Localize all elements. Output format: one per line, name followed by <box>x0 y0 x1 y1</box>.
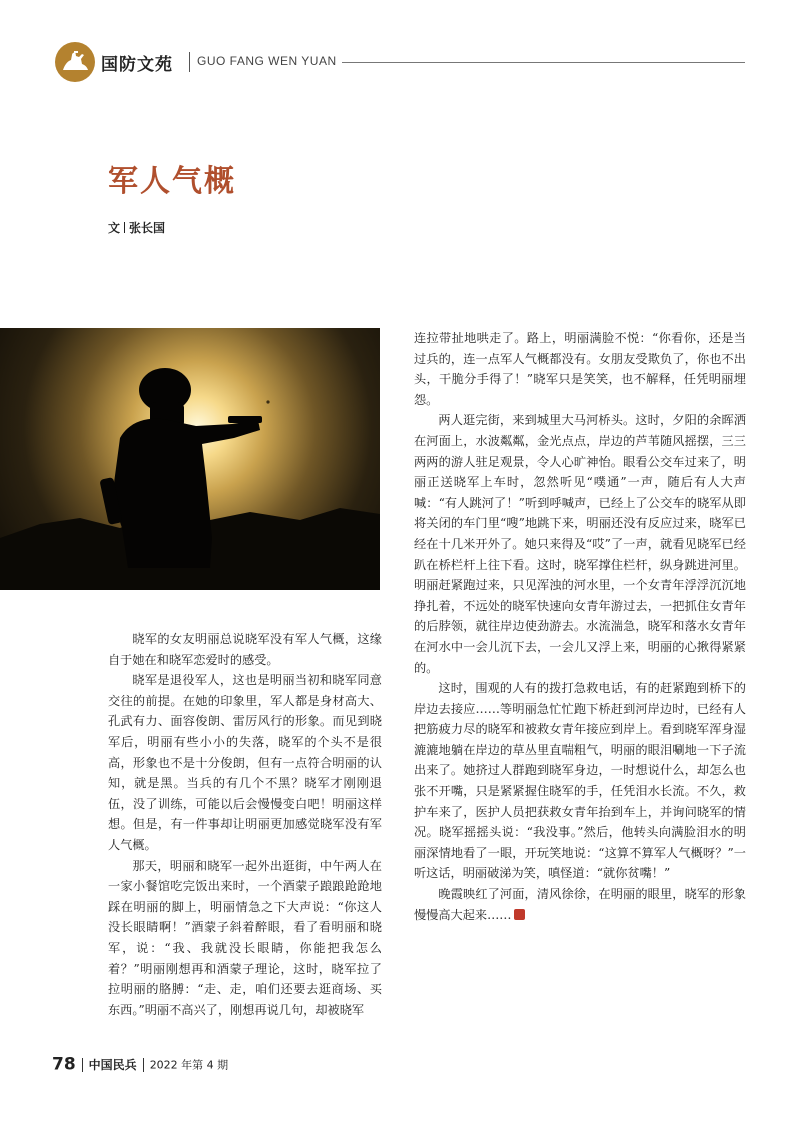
paragraph: 晓军的女友明丽总说晓军没有军人气概，这缘自于她在和晓军恋爱时的感受。 <box>108 632 382 667</box>
article-photo <box>0 328 380 590</box>
page-number: 78 <box>52 1054 76 1075</box>
section-title-pinyin: GUO FANG WEN YUAN <box>197 54 337 68</box>
paragraph-final <box>414 884 746 925</box>
byline-divider <box>124 222 125 233</box>
paragraph: 晓军是退役军人，这也是明丽当初和晓军同意交往的前提。在她的印象里，军人都是身材高大、孔武有力、面容俊朗、雷厉风行的形象。而见到晓军后，明丽有些小小的失落，晓军的个头不是很高，形象也不是十分俊朗，但有一点符合明丽的认知，就是黑。当兵的有几个不黑？晓军才刚刚退伍，没了训练，可能以后会慢慢变白吧！明丽这样想。但是，有一件事却让明丽更加感觉晓军没有军人气概。 <box>108 673 382 852</box>
footer-divider <box>82 1058 83 1072</box>
page-header <box>55 42 745 82</box>
paragraph: 那天，明丽和晓军一起外出逛街，中午两人在一家小餐馆吃完饭出来时，一个酒蒙子踉踉跄跄地踩在明丽的脚上，明丽情急之下大声说：“你这人没长眼睛啊！”酒蒙子斜着醉眼，看了看明丽和晓军，说：“我、我就没长眼睛，你能把我怎么着？”明丽刚想再和酒蒙子理论，这时，晓军拉了拉明丽的胳膊：“走、走，咱们还要去逛商场、买东西。”明丽不高兴了，刚想再说几句，却被晓军 <box>108 858 382 1017</box>
soldier-emblem-icon <box>55 42 95 82</box>
issue-info: 2022 年第 4 期 <box>149 1058 229 1072</box>
header-rule <box>342 62 745 63</box>
body-column-left <box>108 629 382 1020</box>
paragraph: 两人逛完街，来到城里大马河桥头。这时，夕阳的余晖洒在河面上，水波粼粼，金光点点，岸边的芦苇随风摇摆，三三两两的游人驻足观景，令人心旷神怡。眼看公交车过来了，明丽正送晓军上车时，忽然听见“噗通”一声，随后有人大声喊：“有人跳河了！”听到呼喊声，已经上了公交车的晓军从即将关闭的车门里“嗖”地跳下来，明丽还没有反应过来，晓军已经在十几米开外了。她只来得及“哎”了一声，就看见晓军已经趴在桥栏杆上往下看。这时，晓军撑住栏杆，纵身跳进河里。明丽赶紧跑过来，只见浑浊的河水里，一个女青年浮浮沉沉地挣扎着，不远处的晓军快速向女青年游过去，一把抓住女青年的后脖领，就往岸边使劲游去。水流湍急，晓军和落水女青年在河水中一会儿沉下去，一会儿又浮上来，明丽的心揪得紧紧的。 <box>414 413 746 675</box>
footer-divider <box>143 1058 144 1072</box>
paragraph: 这时，围观的人有的拨打急救电话，有的赶紧跑到桥下的岸边去接应……等明丽急忙忙跑下桥赶到河岸边时，已经有人把筋疲力尽的晓军和被救女青年接应到岸上。看到晓军浑身湿漉漉地躺在岸边的草丛里直喘粗气，明丽的眼泪唰地一下子流出来了。她挤过人群跑到晓军身边，一时想说什么，却怎么也张不开嘴，只是紧紧握住晓军的手，任凭泪水长流。不久，救护车来了，医护人员把获救女青年抬到车上，并询问晓军的情况。晓军摇摇头说：“我没事。”然后，他转头向满脸泪水的明丽深情地看了一眼，开玩笑地说：“这算不算军人气概呀？”一听这话，明丽破涕为笑，嗔怪道：“就你贫嘴！” <box>414 681 746 881</box>
header-divider <box>189 52 190 72</box>
magazine-name: 中国民兵 <box>88 1058 137 1072</box>
body-column-right <box>414 328 746 925</box>
page-footer <box>52 1054 228 1075</box>
byline <box>108 219 165 236</box>
author-name: 张长国 <box>129 221 166 235</box>
paragraph: 连拉带扯地哄走了。路上，明丽满脸不悦：“你看你，还是当过兵的，连一点军人气概都没有。女朋友受欺负了，你也不出头，干脆分手得了！”晓军只是笑笑，也不解释，任凭明丽埋怨。 <box>414 331 746 407</box>
section-title: 国防文苑 <box>101 55 173 75</box>
paragraph-text: 晚霞映红了河面，清风徐徐，在明丽的眼里，晓军的形象慢慢高大起来…… <box>414 887 746 922</box>
byline-prefix: 文 <box>108 221 121 235</box>
end-mark-icon <box>514 909 525 920</box>
article-title: 军人气概 <box>108 164 236 199</box>
